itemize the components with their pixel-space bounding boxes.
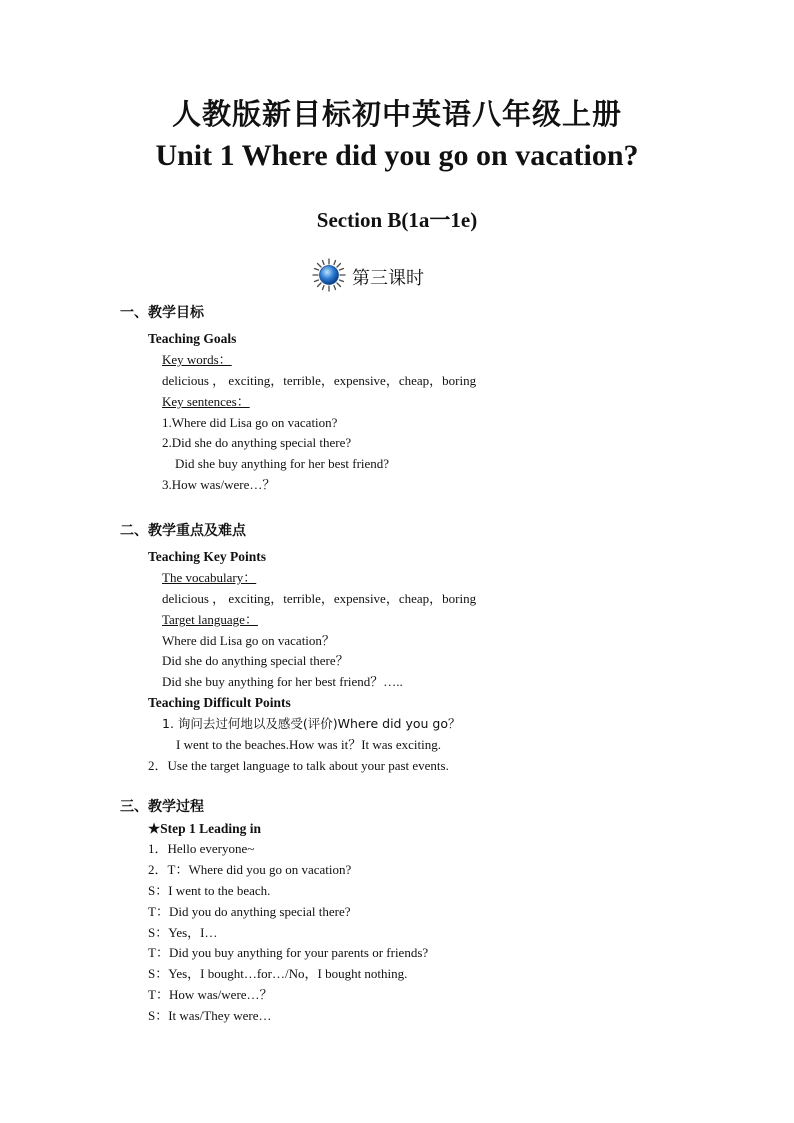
lesson-label bbox=[312, 260, 424, 294]
key-sentence-3: 3.How was/were…？ bbox=[162, 477, 276, 492]
lesson-text: 第三课时 bbox=[352, 268, 424, 289]
key-sentences-label: Key sentences： bbox=[162, 394, 250, 409]
process-line: T：Did you buy anything for your parents or friends? bbox=[148, 945, 429, 960]
heading-teaching-goals: 一、教学目标 bbox=[120, 305, 204, 321]
difficult-point-2: 2．Use the target language to talk about your past events. bbox=[148, 758, 449, 773]
process-line: S：It was/They were… bbox=[148, 1008, 272, 1023]
step-1-title: ★Step 1 Leading in bbox=[148, 821, 262, 836]
subheading-key-points: Teaching Key Points bbox=[148, 549, 267, 564]
process-line: 1．Hello everyone~ bbox=[148, 841, 255, 856]
target-language-label: Target language： bbox=[162, 612, 258, 627]
subheading-teaching-goals: Teaching Goals bbox=[148, 331, 237, 346]
process-line: S：Yes，I bought…for…/No，I bought nothing. bbox=[148, 966, 408, 981]
process-line: T：Did you do anything special there? bbox=[148, 904, 351, 919]
subheading-difficult-points: Teaching Difficult Points bbox=[148, 695, 291, 710]
heading-teaching-process: 三、教学过程 bbox=[120, 799, 204, 815]
difficult-point-1: 1. 询问去过何地以及感受(评价)Where did you go？ bbox=[162, 716, 461, 731]
process-line: S：I went to the beach. bbox=[148, 883, 271, 898]
sun-bullet-icon bbox=[312, 258, 346, 297]
key-sentence-2: 2.Did she do anything special there? bbox=[162, 435, 352, 450]
vocabulary-label: The vocabulary： bbox=[162, 570, 257, 585]
target-language-line-2: Did she do anything special there？ bbox=[162, 653, 349, 668]
process-line: T：How was/were…？ bbox=[148, 987, 273, 1002]
process-line: 2．T：Where did you go on vacation? bbox=[148, 862, 352, 877]
target-language-line-3: Did she buy anything for her best friend？….. bbox=[162, 674, 403, 689]
heading-key-points: 二、教学重点及难点 bbox=[120, 523, 246, 539]
difficult-point-1-example: I went to the beaches.How was it？It was exciting. bbox=[176, 737, 441, 752]
key-sentence-1: 1.Where did Lisa go on vacation? bbox=[162, 415, 338, 430]
key-sentence-2b: Did she buy anything for her best friend? bbox=[175, 456, 390, 471]
vocabulary-list: delicious ， exciting，terrible，expensive，cheap，boring bbox=[162, 591, 477, 606]
document-title-chinese: 人教版新目标初中英语八年级上册 bbox=[171, 97, 622, 131]
key-words-label: Key words： bbox=[162, 352, 232, 367]
key-words-list: delicious ， exciting，terrible，expensive，cheap，boring bbox=[162, 373, 477, 388]
section-title: Section B(1a一1e) bbox=[316, 208, 478, 232]
process-line: S：Yes，I… bbox=[148, 925, 218, 940]
unit-title: Unit 1 Where did you go on vacation? bbox=[155, 139, 639, 172]
target-language-line-1: Where did Lisa go on vacation？ bbox=[162, 633, 335, 648]
